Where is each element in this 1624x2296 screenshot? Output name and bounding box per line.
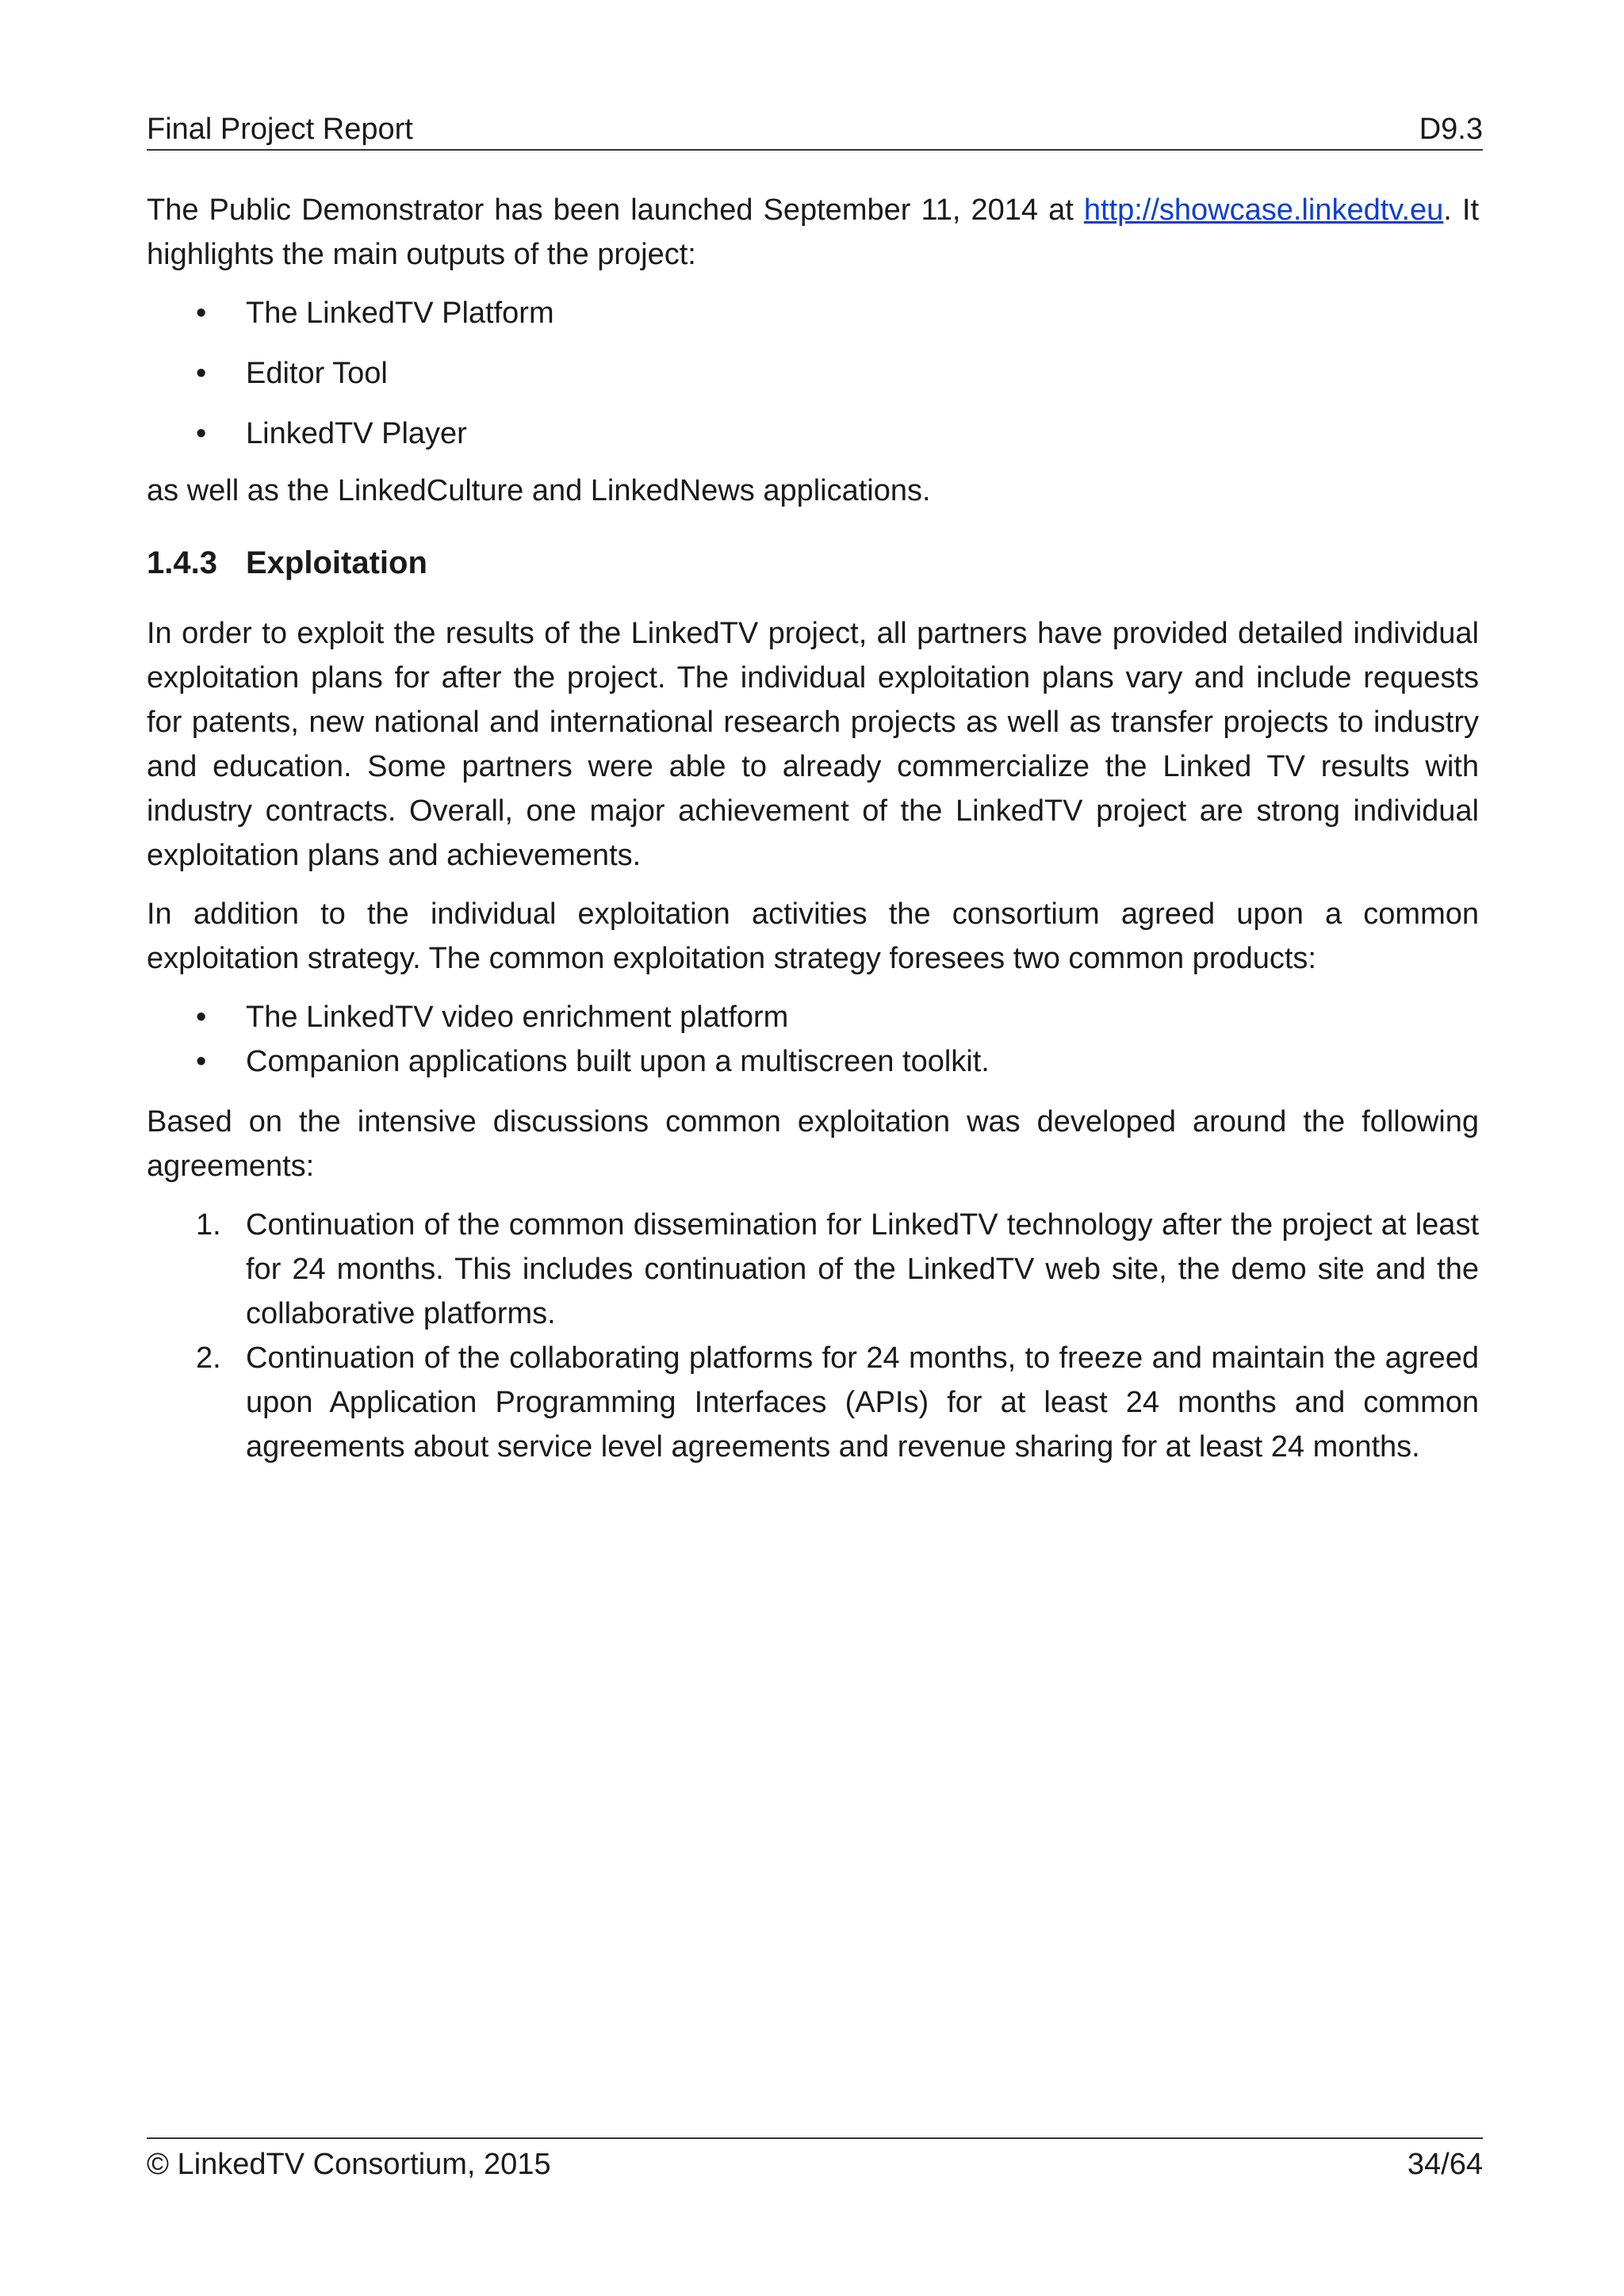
showcase-link[interactable]: http://showcase.linkedtv.eu — [1083, 193, 1444, 227]
bullet-icon: • — [196, 357, 207, 390]
list-item — [147, 411, 1479, 456]
strategy-paragraph: In addition to the individual exploitation activities the consortium agreed upon a common exploitation strategy. The common exploitation strategy foresees two common products: — [147, 897, 1479, 975]
intro-text-before: The Public Demonstrator has been launched September 11, 2014 at — [147, 193, 1084, 227]
bullet-icon: • — [196, 417, 207, 450]
bullet-icon: • — [196, 297, 207, 330]
list-item — [147, 1039, 1479, 1084]
header-doc-id: D9.3 — [1419, 113, 1483, 146]
section-title: Exploitation — [246, 545, 427, 580]
bullet-icon: • — [196, 1001, 207, 1034]
list-item-text: Companion applications built upon a multiscreen toolkit. — [246, 1045, 990, 1078]
page-number: 34/64 — [1407, 2148, 1483, 2181]
list-item — [147, 1203, 1479, 1336]
section-number: 1.4.3 — [147, 545, 217, 580]
outputs-closing: as well as the LinkedCulture and LinkedNews applications. — [147, 474, 931, 507]
list-item-text: Editor Tool — [246, 357, 388, 390]
exploitation-paragraph: In order to exploit the results of the LinkedTV project, all partners have provided detailed individual exploitation plans for after the project. The individual exploitation plans vary and include requests for patents, new national and international research projects as well as transfer projects to industry and education. Some partners were able to already commercialize the Linked TV results with industry contracts. Overall, one major achievement of the LinkedTV project are strong individual exploitation plans and achievements. — [147, 617, 1479, 872]
list-number: 2. — [196, 1341, 221, 1375]
agreements-list — [147, 1203, 1479, 1469]
list-item-text: The LinkedTV video enrichment platform — [246, 1001, 789, 1034]
page-content — [147, 188, 1479, 1469]
list-item — [147, 351, 1479, 396]
list-item — [147, 1336, 1479, 1469]
list-number: 1. — [196, 1208, 221, 1242]
intro-paragraph — [147, 188, 1479, 277]
list-item-text: LinkedTV Player — [246, 417, 467, 450]
list-item — [147, 995, 1479, 1039]
agreements-intro: Based on the intensive discussions common exploitation was developed around the following agreements: — [147, 1105, 1479, 1183]
section-heading — [147, 543, 1479, 583]
page-footer — [147, 2137, 1483, 2183]
bullet-icon: • — [196, 1045, 207, 1078]
list-item — [147, 291, 1479, 335]
footer-copyright: © LinkedTV Consortium, 2015 — [147, 2148, 551, 2181]
header-title: Final Project Report — [147, 113, 413, 146]
products-list — [147, 995, 1479, 1084]
list-item-text: Continuation of the common dissemination for LinkedTV technology after the project at least for 24 months. This includes continuation of the LinkedTV web site, the demo site and the collaborative platforms. — [246, 1208, 1479, 1330]
list-item-text: The LinkedTV Platform — [246, 297, 554, 330]
intro-text-after: . It highlights the main outputs of the project: — [147, 193, 1480, 271]
outputs-list — [147, 291, 1479, 456]
list-item-text: Continuation of the collaborating platforms for 24 months, to freeze and maintain the agreed upon Application Programming Interfaces (APIs) for at least 24 months and common agreements about service level agreements and revenue sharing for at least 24 months. — [246, 1341, 1479, 1464]
page-header — [147, 109, 1483, 151]
